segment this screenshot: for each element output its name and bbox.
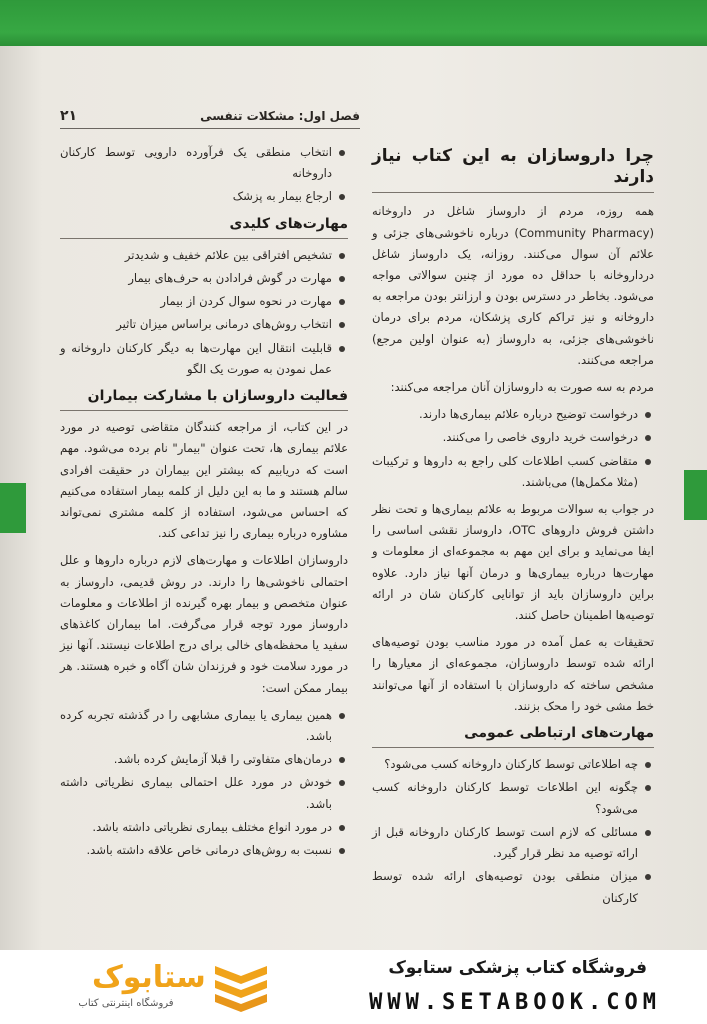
section-heading-why: چرا داروسازان به این کتاب نیاز دارند bbox=[372, 146, 654, 193]
paragraph: در جواب به سوالات مربوط به علائم بیماری‌ها و تحت نظر داشتن فروش داروهای OTC، داروساز نقشی اساسی را ایفا می‌نماید و برای این مهم به مجموعه‌ای از معلومات و مهارت‌ها درباره بیماری‌ها و درمان آنها نیاز دارد. علاوه براین داروسازان باید از توانایی کارکنان شان در ارائه توصیه‌ها اطمینان حاصل کنند. bbox=[372, 502, 654, 623]
chapter-title: فصل اول: مشکلات تنفسی bbox=[200, 109, 360, 123]
chapter-tab-left bbox=[0, 483, 26, 533]
list-item: درخواست توضیح درباره علائم بیماری‌ها دارند. bbox=[372, 404, 638, 425]
header-divider bbox=[60, 128, 360, 129]
left-column bbox=[60, 142, 348, 867]
list-item: درمان‌های متفاوتی را قبلا آزمایش کرده باشد. bbox=[60, 749, 332, 770]
bullet-list bbox=[60, 142, 348, 208]
paragraph: داروسازان اطلاعات و مهارت‌های لازم درباره داروها و علل احتمالی ناخوشی‌ها را دارند. در روش قدیمی، داروساز به عنوان متخصص و بیمار بهره گیرنده از اطلاعات و معلومات داروساز مورد توجه قرار می‌گرفت. اما بیماران کاغذهای سفید یا محفظه‌های خالی برای درج اطلاعات نیستند. آنها نیز در مورد سلامت خود و فرزندان شان آگاه و خبره هستند. هر بیمار ممکن است: bbox=[60, 553, 348, 695]
logo-text: ستابوک bbox=[92, 960, 206, 995]
list-item: انتخاب روش‌های درمانی براساس میزان تاثیر bbox=[60, 314, 332, 335]
paragraph: تحقیقات به عمل آمده در مورد مناسب بودن توصیه‌های ارائه شده توسط داروسازان، مجموعه‌ای از معیارها را مشخص ساخته که داروسازان با استفاده از آنها می‌توانند خط مشی خود را محک بزنند. bbox=[372, 635, 654, 713]
store-url[interactable]: WWW.SETABOOK.COM bbox=[369, 990, 661, 1015]
list-item: مسائلی که لازم است توسط کارکنان داروخانه قبل از ارائه توصیه مد نظر قرار گیرد. bbox=[372, 822, 638, 864]
paragraph: مردم به سه صورت به داروسازان آنان مراجعه می‌کنند: bbox=[390, 380, 654, 395]
page-header bbox=[60, 104, 360, 128]
list-item: مهارت در گوش فرادادن به حرف‌های بیمار bbox=[60, 268, 332, 289]
store-footer bbox=[0, 950, 707, 1024]
bullet-list bbox=[372, 754, 654, 908]
chapter-tab-right bbox=[684, 470, 707, 520]
logo-subtext: فروشگاه اینترنتی کتاب bbox=[78, 998, 174, 1009]
list-item: درخواست خرید داروی خاصی را می‌کنند. bbox=[372, 427, 638, 448]
store-logo[interactable] bbox=[36, 960, 286, 1016]
list-item: همین بیماری یا بیماری مشابهی را در گذشته تجربه کرده باشد. bbox=[60, 705, 332, 747]
section-heading-activity: فعالیت داروسازان با مشارکت بیماران bbox=[60, 386, 348, 411]
section-heading-key-skills: مهارت‌های کلیدی bbox=[60, 214, 348, 239]
list-item: تشخیص افتراقی بین علائم خفیف و شدیدتر bbox=[60, 245, 332, 266]
list-item: خودش در مورد علل احتمالی بیماری نظریاتی داشته باشد. bbox=[60, 772, 332, 814]
list-item: چه اطلاعاتی توسط کارکنان داروخانه کسب می‌شود؟ bbox=[372, 754, 638, 775]
list-item: ارجاع بیمار به پزشک bbox=[60, 186, 332, 207]
store-name: فروشگاه کتاب پزشکی ستابوک bbox=[388, 958, 647, 978]
list-item: انتخاب منطقی یک فرآورده دارویی توسط کارکنان داروخانه bbox=[60, 142, 332, 184]
book-chevron-icon bbox=[211, 962, 271, 1012]
bullet-list bbox=[60, 705, 348, 861]
list-item: قابلیت انتقال این مهارت‌ها به دیگر کارکنان داروخانه و عمل نمودن به صورت یک الگو bbox=[60, 338, 332, 380]
section-heading-communication: مهارت‌های ارتباطی عمومی bbox=[372, 723, 654, 748]
green-top-band bbox=[0, 0, 707, 46]
bullet-list bbox=[372, 404, 654, 493]
page-number: ۲۱ bbox=[60, 108, 78, 124]
right-column bbox=[372, 140, 654, 915]
list-item: مهارت در نحوه سوال کردن از بیمار bbox=[60, 291, 332, 312]
list-item: متقاضی کسب اطلاعات کلی راجع به داروها و ترکیبات (مثلا مکمل‌ها) می‌باشند. bbox=[372, 451, 638, 493]
list-item: چگونه این اطلاعات توسط کارکنان داروخانه کسب می‌شود؟ bbox=[372, 777, 638, 819]
list-item: میزان منطقی بودن توصیه‌های ارائه شده توسط کارکنان bbox=[372, 866, 638, 908]
list-item: نسبت به روش‌های درمانی خاص علاقه داشته باشد. bbox=[60, 840, 332, 861]
list-item: در مورد انواع مختلف بیماری نظریاتی داشته باشد. bbox=[60, 817, 332, 838]
bullet-list bbox=[60, 245, 348, 380]
paragraph: همه روزه، مردم از داروساز شاغل در داروخانه (Community Pharmacy) درباره ناخوشی‌های جزئی و علائم آن سوال می‌کنند. روزانه، یک داروساز شاغل درداروخانه با حداقل ده مورد از چنین سوالاتی مواجه می‌شود. بخاطر در دسترس بودن و ارزانتر بودن مراجعه به داروخانه و نیز تراکم کاری پزشکان، مردم برای درمان ناخوشی‌های جزئی، به داروساز (به عنوان اولین مرجع) مراجعه می‌کنند. bbox=[372, 204, 654, 367]
paragraph: در این کتاب، از مراجعه کنندگان متقاضی توصیه در مورد علائم بیماری ها، تحت عنوان "بیمار" نام برده می‌شود. مهم است که دریابیم که بیشتر این بیماران در حقیقت افرادی سالم هستند و ما به این دلیل از کلمه بیمار استفاده می‌کنیم که احساس می‌شود، استفاده از کلمه مشتری نمی‌تواند مشاوره درباره بیماری را نیز تداعی کند. bbox=[60, 420, 348, 541]
